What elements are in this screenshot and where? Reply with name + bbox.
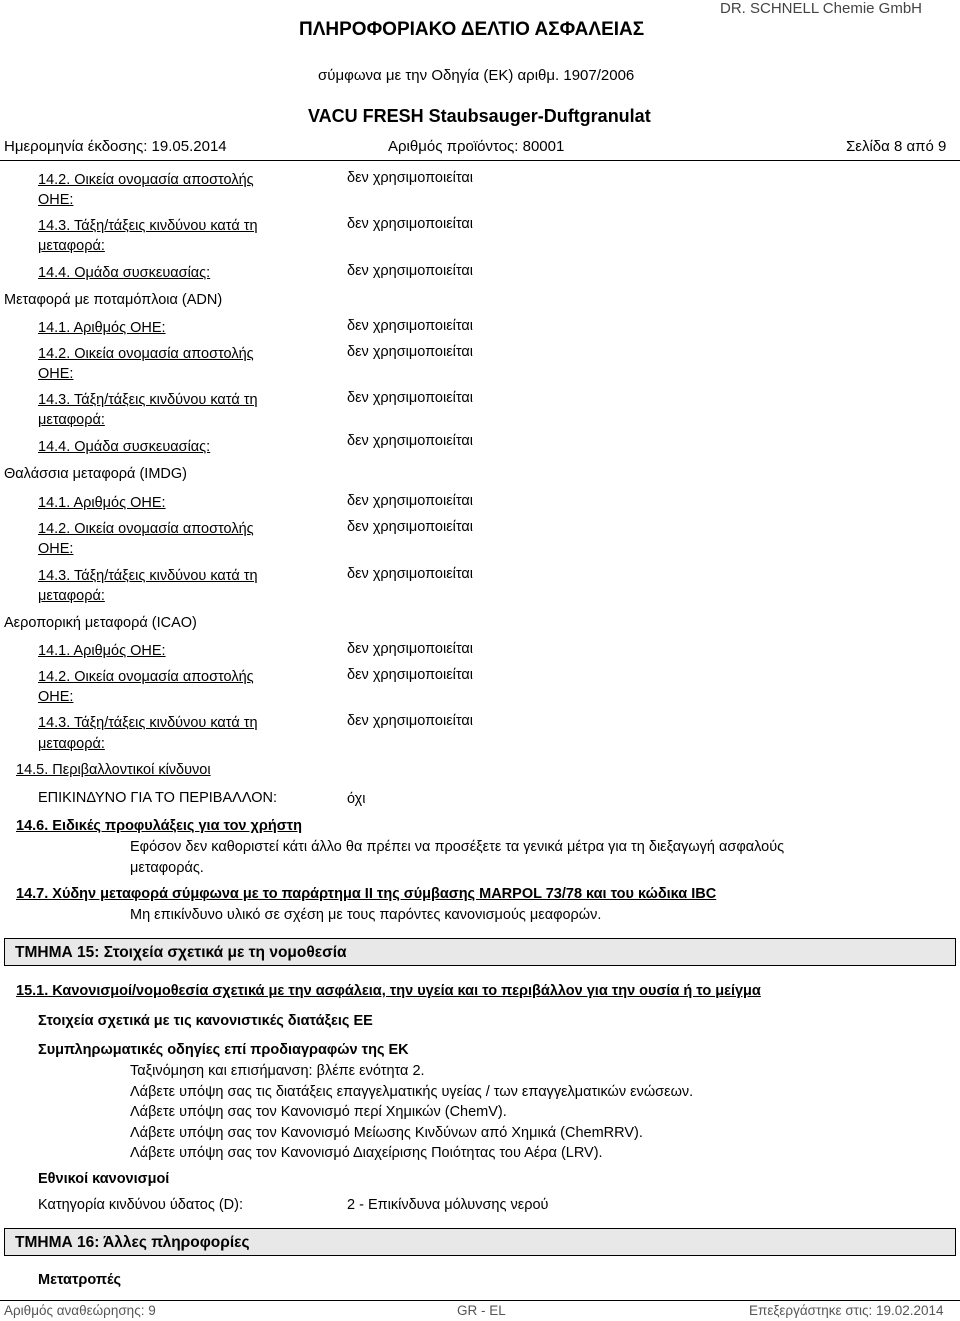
- label-packing-group: 14.4. Ομάδα συσκευασίας:: [38, 439, 211, 455]
- value-not-used: δεν χρησιμοποιείται: [347, 263, 474, 279]
- product-number: Αριθμός προϊόντος: 80001: [388, 138, 565, 155]
- precautions-heading: 14.6. Ειδικές προφυλάξεις για τον χρήστη: [16, 818, 302, 834]
- value-not-used: δεν χρησιμοποιείται: [347, 216, 474, 232]
- value-not-used: δεν χρησιμοποιείται: [347, 170, 474, 186]
- label-un-number: 14.1. Αριθμός ΟΗΕ:: [38, 320, 166, 336]
- marpol-text: Μη επικίνδυνο υλικό σε σχέση με τους παρόντες κανονισμούς μεαφορών.: [130, 907, 602, 923]
- label-shipping-name: 14.2. Οικεία ονομασία αποστολής: [38, 172, 254, 188]
- processed-date: Επεξεργάστηκε στις: 19.02.2014: [749, 1303, 944, 1318]
- language-code: GR - EL: [457, 1303, 506, 1318]
- regulations-subheading: 15.1. Κανονισμοί/νομοθεσία σχετικά με την ασφάλεια, την υγεία και το περιβάλλον για την ουσία ή το μείγμα: [16, 983, 761, 999]
- label-hazard-class-cont: μεταφορά:: [38, 736, 105, 752]
- label-shipping-name: 14.2. Οικεία ονομασία αποστολής: [38, 669, 254, 685]
- environment-value: όχι: [347, 791, 366, 807]
- regulation-reference: σύμφωνα με την Οδηγία (ΕΚ) αριθμ. 1907/2006: [318, 67, 635, 84]
- section-15-title: ΤΜΗΜΑ 15: Στοιχεία σχετικά με τη νομοθεσία: [15, 944, 347, 961]
- value-not-used: δεν χρησιμοποιείται: [347, 493, 474, 509]
- supplementary-line: Λάβετε υπόψη σας τις διατάξεις επαγγελματικής υγείας / των επαγγελματικών ενώσεων.: [130, 1084, 694, 1100]
- icao-title: Αεροπορική μεταφορά (ICAO): [4, 615, 197, 631]
- supplementary-line: Λάβετε υπόψη σας τον Κανονισμό Διαχείρισης Ποιότητας του Αέρα (LRV).: [130, 1145, 603, 1161]
- section-16-title: ΤΜΗΜΑ 16: Άλλες πληροφορίες: [15, 1234, 250, 1251]
- precautions-text: Εφόσον δεν καθοριστεί κάτι άλλο θα πρέπει να προσέξετε τα γενικά μέτρα για τη διεξαγωγή ασφαλούς: [130, 839, 785, 855]
- footer-rule: [0, 1300, 960, 1301]
- company-name: DR. SCHNELL Chemie GmbH: [720, 0, 922, 17]
- label-shipping-name-cont: ΟΗΕ:: [38, 541, 74, 557]
- revision-number: Αριθμός αναθεώρησης: 9: [4, 1303, 156, 1318]
- label-shipping-name: 14.2. Οικεία ονομασία αποστολής: [38, 521, 254, 537]
- environment-heading: 14.5. Περιβαλλοντικοί κίνδυνοι: [16, 762, 211, 778]
- document-title: ΠΛΗΡΟΦΟΡΙΑΚΟ ΔΕΛΤΙΟ ΑΣΦΑΛΕΙΑΣ: [299, 19, 645, 40]
- changes-heading: Μετατροπές: [38, 1272, 122, 1288]
- supplementary-line: Λάβετε υπόψη σας τον Κανονισμό Μείωσης Κινδύνων από Χημικά (ChemRRV).: [130, 1125, 643, 1141]
- label-shipping-name-cont: ΟΗΕ:: [38, 366, 74, 382]
- value-not-used: δεν χρησιμοποιείται: [347, 433, 474, 449]
- value-not-used: δεν χρησιμοποιείται: [347, 318, 474, 334]
- label-hazard-class-cont: μεταφορά:: [38, 412, 105, 428]
- label-shipping-name-cont: ΟΗΕ:: [38, 689, 74, 705]
- label-shipping-name-cont: ΟΗΕ:: [38, 192, 74, 208]
- section-15-bar: [4, 938, 956, 966]
- adn-title: Μεταφορά με ποταμόπλοια (ADN): [4, 292, 223, 308]
- page-number: Σελίδα 8 από 9: [846, 138, 947, 155]
- national-regulations-heading: Εθνικοί κανονισμοί: [38, 1171, 170, 1187]
- precautions-text-cont: μεταφοράς.: [130, 860, 204, 876]
- supplementary-line: Ταξινόμηση και επισήμανση: βλέπε ενότητα 2.: [130, 1063, 425, 1079]
- label-hazard-class-cont: μεταφορά:: [38, 238, 105, 254]
- value-not-used: δεν χρησιμοποιείται: [347, 344, 474, 360]
- label-hazard-class: 14.3. Τάξη/τάξεις κινδύνου κατά τη: [38, 568, 258, 584]
- label-packing-group: 14.4. Ομάδα συσκευασίας:: [38, 265, 211, 281]
- value-not-used: δεν χρησιμοποιείται: [347, 641, 474, 657]
- environment-label: ΕΠΙΚΙΝΔΥΝΟ ΓΙΑ ΤΟ ΠΕΡΙΒΑΛΛΟΝ:: [38, 790, 277, 806]
- value-not-used: δεν χρησιμοποιείται: [347, 390, 474, 406]
- label-shipping-name: 14.2. Οικεία ονομασία αποστολής: [38, 346, 254, 362]
- label-un-number: 14.1. Αριθμός ΟΗΕ:: [38, 495, 166, 511]
- imdg-title: Θαλάσσια μεταφορά (IMDG): [4, 466, 187, 482]
- label-un-number: 14.1. Αριθμός ΟΗΕ:: [38, 643, 166, 659]
- supplementary-line: Λάβετε υπόψη σας τον Κανονισμό περί Χημικών (ChemV).: [130, 1104, 507, 1120]
- label-hazard-class: 14.3. Τάξη/τάξεις κινδύνου κατά τη: [38, 392, 258, 408]
- issue-date: Ημερομηνία έκδοσης: 19.05.2014: [4, 138, 227, 155]
- label-hazard-class: 14.3. Τάξη/τάξεις κινδύνου κατά τη: [38, 218, 258, 234]
- label-hazard-class-cont: μεταφορά:: [38, 588, 105, 604]
- supplementary-heading: Συμπληρωματικές οδηγίες επί προδιαγραφών της ΕΚ: [38, 1042, 409, 1058]
- value-not-used: δεν χρησιμοποιείται: [347, 519, 474, 535]
- value-not-used: δεν χρησιμοποιείται: [347, 566, 474, 582]
- section-16-bar: [4, 1228, 956, 1256]
- water-hazard-value: 2 - Επικίνδυνα μόλυνσης νερού: [347, 1197, 549, 1213]
- header-rule: [0, 160, 960, 161]
- value-not-used: δεν χρησιμοποιείται: [347, 713, 474, 729]
- marpol-heading: 14.7. Χύδην μεταφορά σύμφωνα με το παράρτημα II της σύμβασης MARPOL 73/78 και του κώδικα IBC: [16, 886, 717, 902]
- eu-regulations-heading: Στοιχεία σχετικά με τις κανονιστικές διατάξεις ΕΕ: [38, 1013, 373, 1029]
- water-hazard-label: Κατηγορία κινδύνου ύδατος (D):: [38, 1197, 244, 1213]
- product-name: VACU FRESH Staubsauger-Duftgranulat: [308, 106, 651, 126]
- value-not-used: δεν χρησιμοποιείται: [347, 667, 474, 683]
- label-hazard-class: 14.3. Τάξη/τάξεις κινδύνου κατά τη: [38, 715, 258, 731]
